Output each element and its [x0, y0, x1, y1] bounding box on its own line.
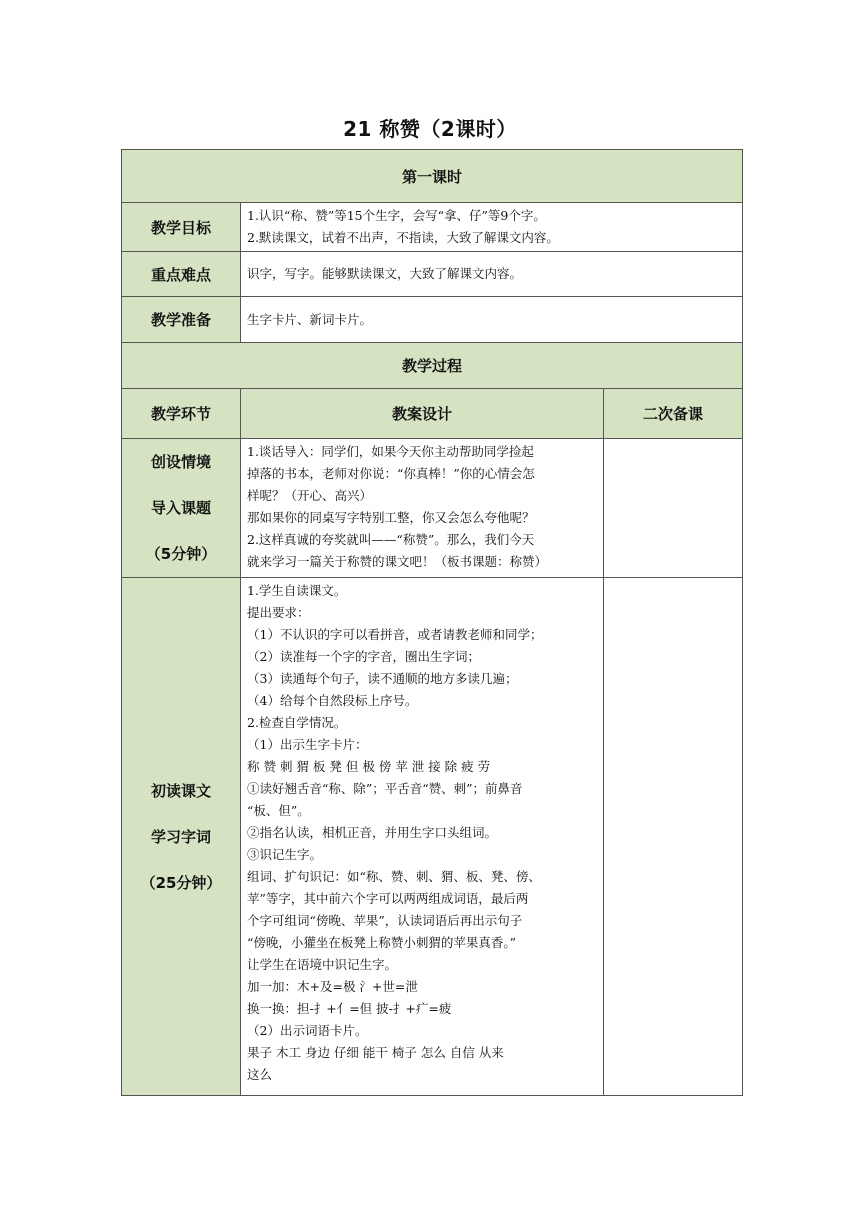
stage-label-line: 导入课题 [150, 499, 211, 517]
key-points-content [241, 252, 743, 297]
text-line: “板、但”。 [247, 803, 310, 818]
text-line: ②指名认读，相机正音，并用生字口头组词。 [247, 825, 498, 840]
text-line: 组词、扩句识记：如“称、赞、刺、猬、板、凳、傍、 [247, 869, 541, 884]
page-title: 21 称赞（2课时） [343, 117, 517, 141]
text-line: 就来学习一篇关于称赞的课文吧！（板书课题：称赞） [247, 554, 548, 569]
text-line: 掉落的书本，老师对你说：“你真棒！”你的心情会怎 [247, 466, 535, 481]
text-line: （1）出示生字卡片： [247, 737, 368, 752]
stage-content-intro [241, 439, 604, 578]
text-line: 苹”等字，其中前六个字可以两两组成词语，最后两 [247, 891, 529, 906]
text-line: 称 赞 刺 猬 板 凳 但 极 傍 苹 泄 接 除 疲 劳 [247, 759, 491, 774]
stage-label-line: 学习字词 [150, 827, 211, 846]
text-line: 果子 木工 身边 仔细 能干 椅子 怎么 自信 从来 [247, 1045, 504, 1060]
text-line: “傍晚，小獾坐在板凳上称赞小刺猬的苹果真香。” [247, 935, 517, 950]
stage-label-line: （25分钟） [140, 873, 222, 892]
process-header: 教学过程 [122, 343, 743, 389]
text-line: 这么 [247, 1067, 273, 1082]
text-line: 1.谈话导入：同学们，如果今天你主动帮助同学捡起 [247, 444, 534, 459]
stage-notes-reading [604, 578, 743, 1096]
text-line: 2.检查自学情况。 [247, 715, 347, 730]
text-line: 个字可组词“傍晚、苹果”，认读词语后再出示句子 [247, 913, 523, 928]
text-line: 让学生在语境中识记生字。 [247, 957, 398, 972]
row-label-key-points: 重点难点 [122, 252, 241, 297]
text-line: （1）不认识的字可以看拼音，或者请教老师和同学； [247, 627, 543, 642]
text-line: 生字卡片、新词卡片。 [247, 311, 373, 327]
lesson-plan-table [121, 149, 743, 1096]
text-line: 加一加：木+及=极 氵+世=泄 [247, 979, 418, 994]
objectives-content [241, 203, 743, 252]
text-line: 1.学生自读课文。 [247, 583, 347, 598]
text-line: （2）出示词语卡片。 [247, 1023, 368, 1038]
stage-label-line: 初读课文 [150, 781, 211, 800]
stage-notes-intro [604, 439, 743, 578]
stage-label-reading [122, 578, 241, 1096]
stage-label-intro [122, 439, 241, 578]
text-line: （3）读通每个句子，读不通顺的地方多读几遍； [247, 671, 518, 686]
text-line: 提出要求： [247, 605, 310, 620]
stage-label-line: 创设情境 [150, 453, 211, 471]
text-line: （2）读准每一个字的字音，圈出生字词； [247, 649, 480, 664]
preparation-content [241, 297, 743, 343]
row-label-preparation: 教学准备 [122, 297, 241, 343]
text-line: 1.认识“称、赞”等15个生字，会写“拿、仔”等9个字。 [247, 208, 546, 223]
text-line: 2.这样真诚的夸奖就叫——“称赞”。那么，我们今天 [247, 532, 535, 547]
text-line: 那如果你的同桌写字特别工整，你又会怎么夸他呢？ [247, 510, 535, 525]
text-line: 识字，写字。能够默读课文，大致了解课文内容。 [247, 266, 523, 281]
col-header-design: 教案设计 [241, 389, 604, 439]
stage-label-line: （5分钟） [145, 545, 217, 563]
text-line: 换一换：担-扌+亻=但 披-扌+疒=疲 [247, 1001, 452, 1016]
lesson1-header: 第一课时 [122, 150, 743, 203]
text-line: ③识记生字。 [247, 847, 323, 862]
text-line: （4）给每个自然段标上序号。 [247, 693, 418, 708]
stage-content-reading [241, 578, 604, 1096]
row-label-objectives: 教学目标 [122, 203, 241, 252]
col-header-stage: 教学环节 [122, 389, 241, 439]
text-line: 样呢？（开心、高兴） [247, 488, 373, 503]
text-line: ①读好翘舌音“称、除”；平舌音“赞、刺”；前鼻音 [247, 781, 523, 796]
col-header-notes: 二次备课 [604, 389, 743, 439]
text-line: 2.默读课文，试着不出声，不指读，大致了解课文内容。 [247, 230, 559, 245]
